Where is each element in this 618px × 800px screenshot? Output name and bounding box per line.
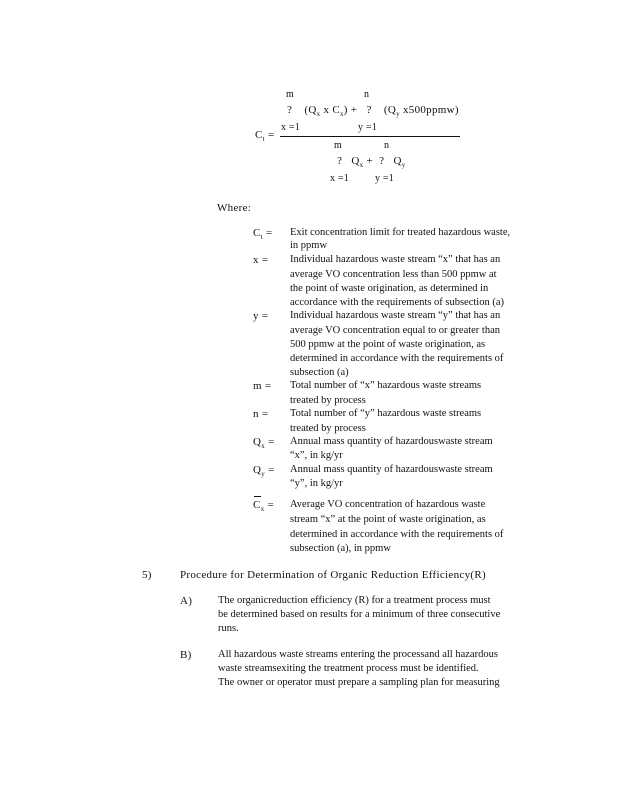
numerator-upper-limit-n: n xyxy=(364,89,370,100)
numerator-term-2: (Q xyxy=(383,104,397,116)
sum-symbol-1: ? xyxy=(287,104,293,116)
definition-symbol: $C_t$ = xyxy=(253,227,273,242)
fraction-bar xyxy=(280,136,460,137)
numerator-upper-limit-m: m xyxy=(286,89,294,100)
denominator-lower-limit-y: y =1 xyxy=(375,173,394,184)
definition-symbol: y = xyxy=(253,310,269,322)
formula-lhs: $C_t$ = xyxy=(255,129,275,144)
denominator-lower-limit-x: x =1 xyxy=(330,173,349,184)
denominator: ? $Q_x$ + ? $Q_y$ xyxy=(337,155,406,170)
definition-symbol: n = xyxy=(253,408,269,420)
item-label: A) xyxy=(180,595,193,607)
definition-symbol: $Q_x$ = xyxy=(253,436,275,451)
section-title: Procedure for Determination of Organic Reduction Efficiency(R) xyxy=(180,569,486,581)
overbar xyxy=(254,496,261,497)
item-label: B) xyxy=(180,649,192,661)
definition-symbol: $Q_y$ = xyxy=(253,464,275,479)
numerator: ? ($Q_x$ x $C_x$) + ? ($Q_y$ x500ppmw) xyxy=(287,104,459,119)
definition-symbol: m = xyxy=(253,380,272,392)
section-number: 5) xyxy=(142,569,152,581)
document-page: m n ? ($Q_x$ x $C_x$) + ? ($Q_y$ x500ppmw) x =1 y =1 $C_t$ = m n ? $Q_x$ + ? $Q_y$ x =1 y =1 Where: $C_t$ = Exit concentration limit for treated hazardous waste, in ppmw x = Individual hazardous waste stream “x” that has an average VO concentration less than 500 ppmw at the point of waste origination, as determined in accordance with the requirements of subsection (a) y = Individual hazardous waste stream “y” that has an average VO concentration equal to or greater than 500 ppmw at the point of waste origination, as determined in accordance with the requirements of subsection (a) m = Total number of “x” hazardous waste streams treated by process n = Total number of “y” hazardous waste streams treated by process $Q_x$ = Annual mass quantity of hazardouswaste stream “x”, in kg/yr $Q_y$ = Annual mass quantity of hazardouswaste stream “y”, in kg/yr $C_x$ = Average VO concentration of hazardous waste stream “x” at the point of waste origination, as determined in accordance with the requirements of subsection (a), in ppmw 5) Procedure for Determination of Organic Reduction Efficiency(R) A) The organicreduction efficiency (R) for a treatment process must be determined based on results for a minimum of three consecutive runs. B) All hazardous waste streams entering the processand all hazardous waste streamsexiting the treatment process must be identified. The owner or operator must prepare a sampling plan for measuring xyxy=(142,89,511,688)
where-label: Where: xyxy=(217,202,252,214)
numerator-lower-limit-y: y =1 xyxy=(358,122,377,133)
definition-symbol: $C_x$ = xyxy=(253,499,275,514)
sum-symbol-2: ? xyxy=(366,104,372,116)
denominator-upper-limit-n: n xyxy=(384,140,390,151)
numerator-lower-limit-x: x =1 xyxy=(281,122,300,133)
definition-symbol: x = xyxy=(253,254,269,266)
denominator-upper-limit-m: m xyxy=(334,140,342,151)
numerator-term-1: (Q xyxy=(304,104,317,116)
